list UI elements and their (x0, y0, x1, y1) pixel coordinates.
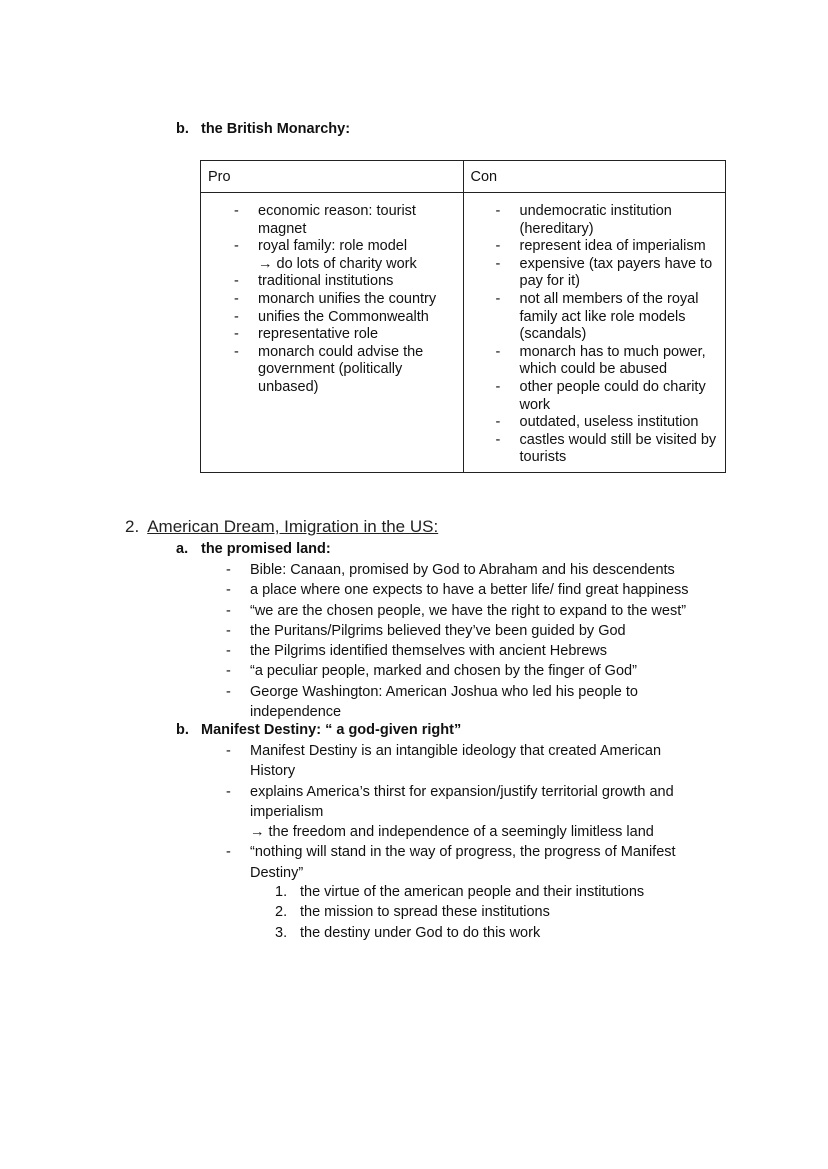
numbered-item-text: the virtue of the american people and their institutions (300, 884, 645, 900)
pro-item: - monarch could advise the government (politically unbased) (258, 344, 458, 397)
promised-land-item: - “a peculiar people, marked and chosen by the finger of God” (250, 661, 720, 681)
numbered-item (275, 902, 644, 922)
manifest-destiny-item: - Manifest Destiny is an intangible ideology that created American History (250, 741, 690, 782)
promised-land-list (250, 560, 720, 722)
pro-cell (201, 193, 464, 473)
manifest-destiny-subnote: → the freedom and independence of a seemingly limitless land (250, 824, 654, 841)
pro-item: - unifies the Commonwealth (258, 309, 458, 327)
promised-land-item: - the Pilgrims identified themselves with ancient Hebrews (250, 641, 720, 661)
promised-land-item: - George Washington: American Joshua who led his people to independence (250, 682, 670, 723)
con-cell (463, 193, 726, 473)
manifest-destiny-item: - “nothing will stand in the way of progress, the progress of Manifest Destiny” (250, 842, 705, 883)
con-item: - other people could do charity work (520, 379, 722, 414)
manifest-destiny-title: Manifest Destiny: “ a god-given right” (201, 722, 462, 738)
section2-title: American Dream, Imigration in the US: (147, 517, 439, 536)
con-list (520, 203, 722, 467)
monarchy-heading-letter: b. (176, 121, 189, 137)
promised-land-item: - Bible: Canaan, promised by God to Abraham and his descendents (250, 560, 720, 580)
section2-heading (125, 517, 438, 537)
promised-land-item: - “we are the chosen people, we have the right to expand to the west” (250, 601, 720, 621)
promised-land-heading (176, 541, 331, 557)
pro-item-text: royal family: role model (258, 238, 408, 255)
numbered-item (275, 882, 645, 902)
con-item: - outdated, useless institution (520, 414, 722, 432)
monarchy-heading (176, 121, 350, 137)
numbered-item-number: 1. (275, 884, 288, 900)
numbered-item-number: 3. (275, 924, 288, 941)
promised-land-letter: a. (176, 541, 189, 557)
promised-land-title: the promised land: (201, 541, 331, 557)
numbered-item-number: 2. (275, 904, 288, 921)
con-item: - represent idea of imperialism (520, 238, 722, 256)
con-item: - monarch has to much power, which could be abused (520, 344, 722, 379)
con-header: Con (463, 161, 726, 193)
con-item: - castles would still be visited by tourists (520, 432, 722, 467)
pro-con-table (200, 160, 726, 473)
pro-list (258, 203, 458, 397)
manifest-destiny-numbered-list (275, 882, 645, 943)
con-item: - not all members of the royal family act like role models (scandals) (520, 291, 722, 344)
pro-header: Pro (201, 161, 464, 193)
promised-land-item: - a place where one expects to have a better life/ find great happiness (250, 580, 720, 600)
pro-item (258, 238, 458, 273)
manifest-destiny-item: - explains America’s thirst for expansion/justify territorial growth and imperialism (250, 782, 705, 823)
pro-item: - economic reason: tourist magnet (258, 203, 458, 238)
monarchy-heading-title: the British Monarchy: (201, 121, 351, 137)
promised-land-item: - the Puritans/Pilgrims believed they’ve been guided by God (250, 621, 720, 641)
numbered-item-text: the mission to spread these institutions (300, 904, 550, 921)
con-item: - undemocratic institution (hereditary) (520, 203, 722, 238)
pro-item: - traditional institutions (258, 273, 458, 291)
pro-item-subnote: → do lots of charity work (258, 255, 417, 272)
section2-number: 2. (125, 517, 140, 536)
con-item: - expensive (tax payers have to pay for it) (520, 256, 722, 291)
pro-item: - monarch unifies the country (258, 291, 458, 309)
numbered-item-text: the destiny under God to do this work (300, 924, 541, 941)
numbered-item (275, 923, 644, 943)
pro-item: - representative role (258, 326, 458, 344)
manifest-destiny-letter: b. (176, 722, 189, 738)
pro-con-header-row (201, 161, 726, 193)
manifest-destiny-heading (176, 722, 461, 738)
pro-con-body-row (201, 193, 726, 473)
manifest-destiny-list (250, 741, 705, 883)
